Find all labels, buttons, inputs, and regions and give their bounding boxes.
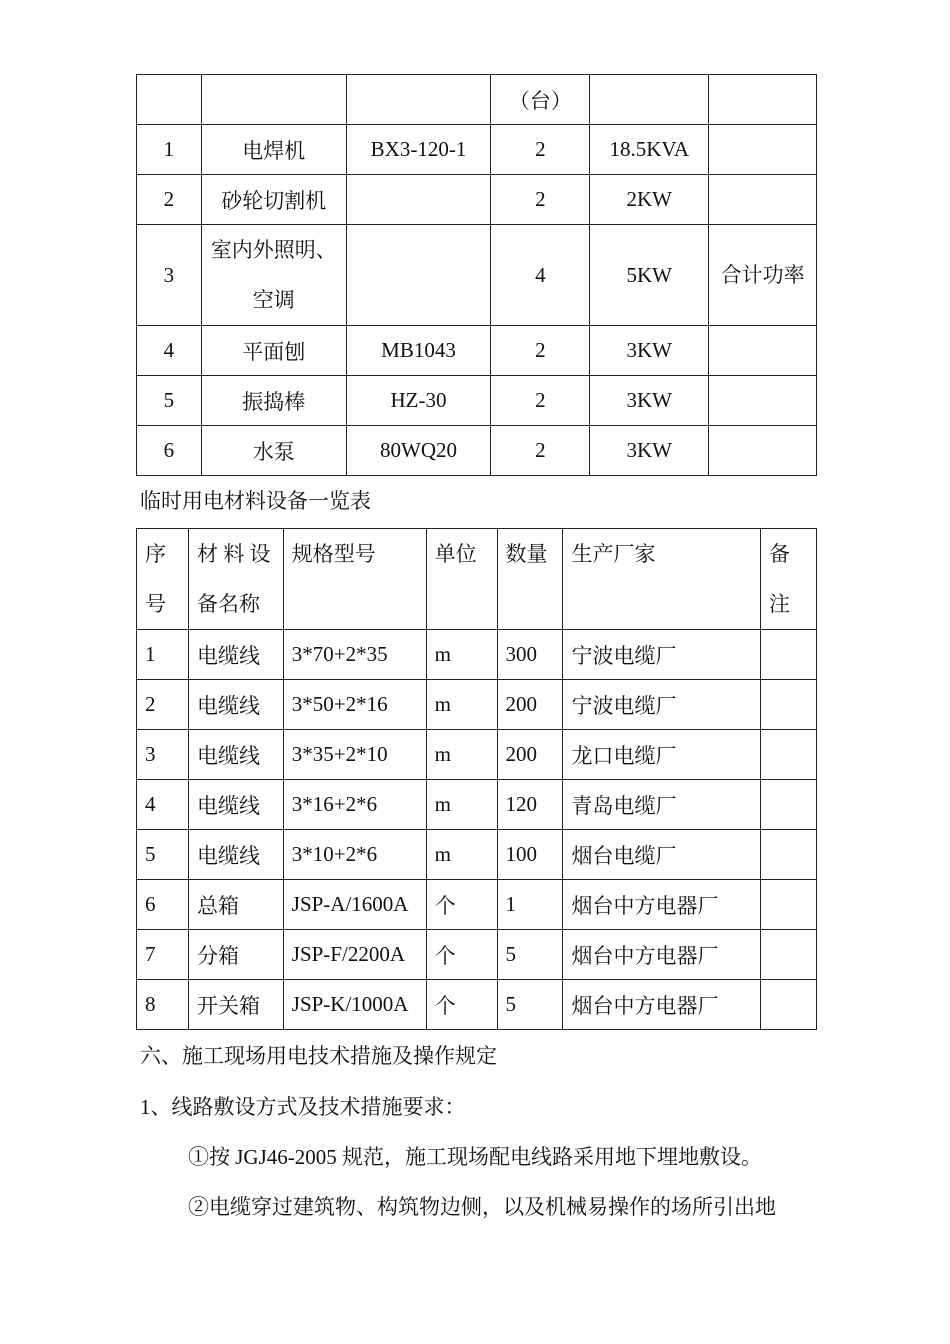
material-spec: 3*16+2*6 [283,780,426,830]
table-row [137,780,817,830]
equipment-note [709,326,817,376]
equipment-note [709,376,817,426]
cell [346,75,491,125]
equipment-note: 合计功率 [709,225,817,326]
material-maker: 龙口电缆厂 [563,730,761,780]
cell [137,75,202,125]
table-row [137,225,817,326]
table-row [137,376,817,426]
material-spec: JSP-K/1000A [283,980,426,1030]
material-qty: 100 [497,830,563,880]
equipment-name: 平面刨 [201,326,346,376]
material-name: 电缆线 [188,680,283,730]
row-number: 8 [137,980,189,1030]
table-row [137,930,817,980]
row-number: 2 [137,680,189,730]
material-note [761,930,817,980]
material-note [761,880,817,930]
equipment-name: 电焊机 [201,125,346,175]
row-number: 4 [137,780,189,830]
materials-table [136,528,817,1030]
row-number: 4 [137,326,202,376]
material-maker: 烟台中方电器厂 [563,930,761,980]
equipment-name: 振捣棒 [201,376,346,426]
row-number: 6 [137,426,202,476]
equipment-unit-row [137,75,817,125]
material-maker: 青岛电缆厂 [563,780,761,830]
material-qty: 200 [497,680,563,730]
material-spec: 3*35+2*10 [283,730,426,780]
material-unit: 个 [426,930,497,980]
paragraph: ①按 JGJ46-2005 规范，施工现场配电线路采用地下埋地敷设。 [188,1145,763,1169]
header-spec: 规格型号 [283,529,426,630]
material-note [761,830,817,880]
row-number: 6 [137,880,189,930]
material-name: 总箱 [188,880,283,930]
cell [201,75,346,125]
equipment-model: BX3-120-1 [346,125,491,175]
material-unit: m [426,680,497,730]
material-spec: JSP-A/1600A [283,880,426,930]
material-name: 电缆线 [188,780,283,830]
material-unit: 个 [426,880,497,930]
material-unit: m [426,730,497,780]
material-unit: m [426,830,497,880]
material-spec: 3*70+2*35 [283,630,426,680]
material-maker: 烟台中方电器厂 [563,980,761,1030]
subheading: 1、线路敷设方式及技术措施要求： [140,1095,466,1119]
table-row [137,880,817,930]
material-name: 分箱 [188,930,283,980]
equipment-note [709,426,817,476]
row-number: 7 [137,930,189,980]
row-number: 2 [137,175,202,225]
header-qty: 数量 [497,529,563,630]
equipment-power: 3KW [590,376,709,426]
material-spec: JSP-F/2200A [283,930,426,980]
equipment-power: 2KW [590,175,709,225]
equipment-power: 5KW [590,225,709,326]
equipment-qty: 2 [491,175,590,225]
material-unit: m [426,780,497,830]
material-note [761,630,817,680]
cell [590,75,709,125]
equipment-qty: 2 [491,426,590,476]
equipment-power: 3KW [590,326,709,376]
table-row [137,830,817,880]
material-maker: 烟台电缆厂 [563,830,761,880]
material-name: 电缆线 [188,630,283,680]
unit-cell: （台） [491,75,590,125]
table-row [137,326,817,376]
material-spec: 3*50+2*16 [283,680,426,730]
equipment-model: HZ-30 [346,376,491,426]
cell [709,75,817,125]
materials-table-caption: 临时用电材料设备一览表 [140,489,371,513]
equipment-note [709,125,817,175]
table-row [137,426,817,476]
table-row [137,630,817,680]
paragraph: ②电缆穿过建筑物、构筑物边侧，以及机械易操作的场所引出地 [188,1195,776,1219]
header-name: 材 料 设备名称 [188,529,283,630]
material-qty: 300 [497,630,563,680]
row-number: 1 [137,125,202,175]
table-row [137,125,817,175]
equipment-qty: 2 [491,125,590,175]
equipment-qty: 2 [491,376,590,426]
material-maker: 宁波电缆厂 [563,630,761,680]
material-qty: 5 [497,980,563,1030]
row-number: 3 [137,730,189,780]
material-note [761,780,817,830]
material-note [761,730,817,780]
material-qty: 1 [497,880,563,930]
row-number: 5 [137,376,202,426]
equipment-qty: 2 [491,326,590,376]
table-row [137,175,817,225]
equipment-model [346,225,491,326]
equipment-table [136,74,817,476]
material-note [761,980,817,1030]
equipment-power: 3KW [590,426,709,476]
header-note: 备注 [761,529,817,630]
equipment-note [709,175,817,225]
material-note [761,680,817,730]
header-unit: 单位 [426,529,497,630]
row-number: 1 [137,630,189,680]
equipment-name: 室内外照明、空调 [201,225,346,326]
section-heading: 六、施工现场用电技术措施及操作规定 [140,1044,497,1068]
equipment-qty: 4 [491,225,590,326]
material-maker: 宁波电缆厂 [563,680,761,730]
header-maker: 生产厂家 [563,529,761,630]
equipment-name: 砂轮切割机 [201,175,346,225]
equipment-name: 水泵 [201,426,346,476]
material-spec: 3*10+2*6 [283,830,426,880]
material-maker: 烟台中方电器厂 [563,880,761,930]
material-name: 电缆线 [188,830,283,880]
equipment-model: 80WQ20 [346,426,491,476]
material-unit: 个 [426,980,497,1030]
row-number: 3 [137,225,202,326]
header-no: 序号 [137,529,189,630]
row-number: 5 [137,830,189,880]
material-name: 开关箱 [188,980,283,1030]
equipment-power: 18.5KVA [590,125,709,175]
table-row [137,980,817,1030]
table-row [137,680,817,730]
material-qty: 200 [497,730,563,780]
table-header-row [137,529,817,630]
equipment-model: MB1043 [346,326,491,376]
material-qty: 120 [497,780,563,830]
equipment-model [346,175,491,225]
material-qty: 5 [497,930,563,980]
material-name: 电缆线 [188,730,283,780]
table-row [137,730,817,780]
material-unit: m [426,630,497,680]
